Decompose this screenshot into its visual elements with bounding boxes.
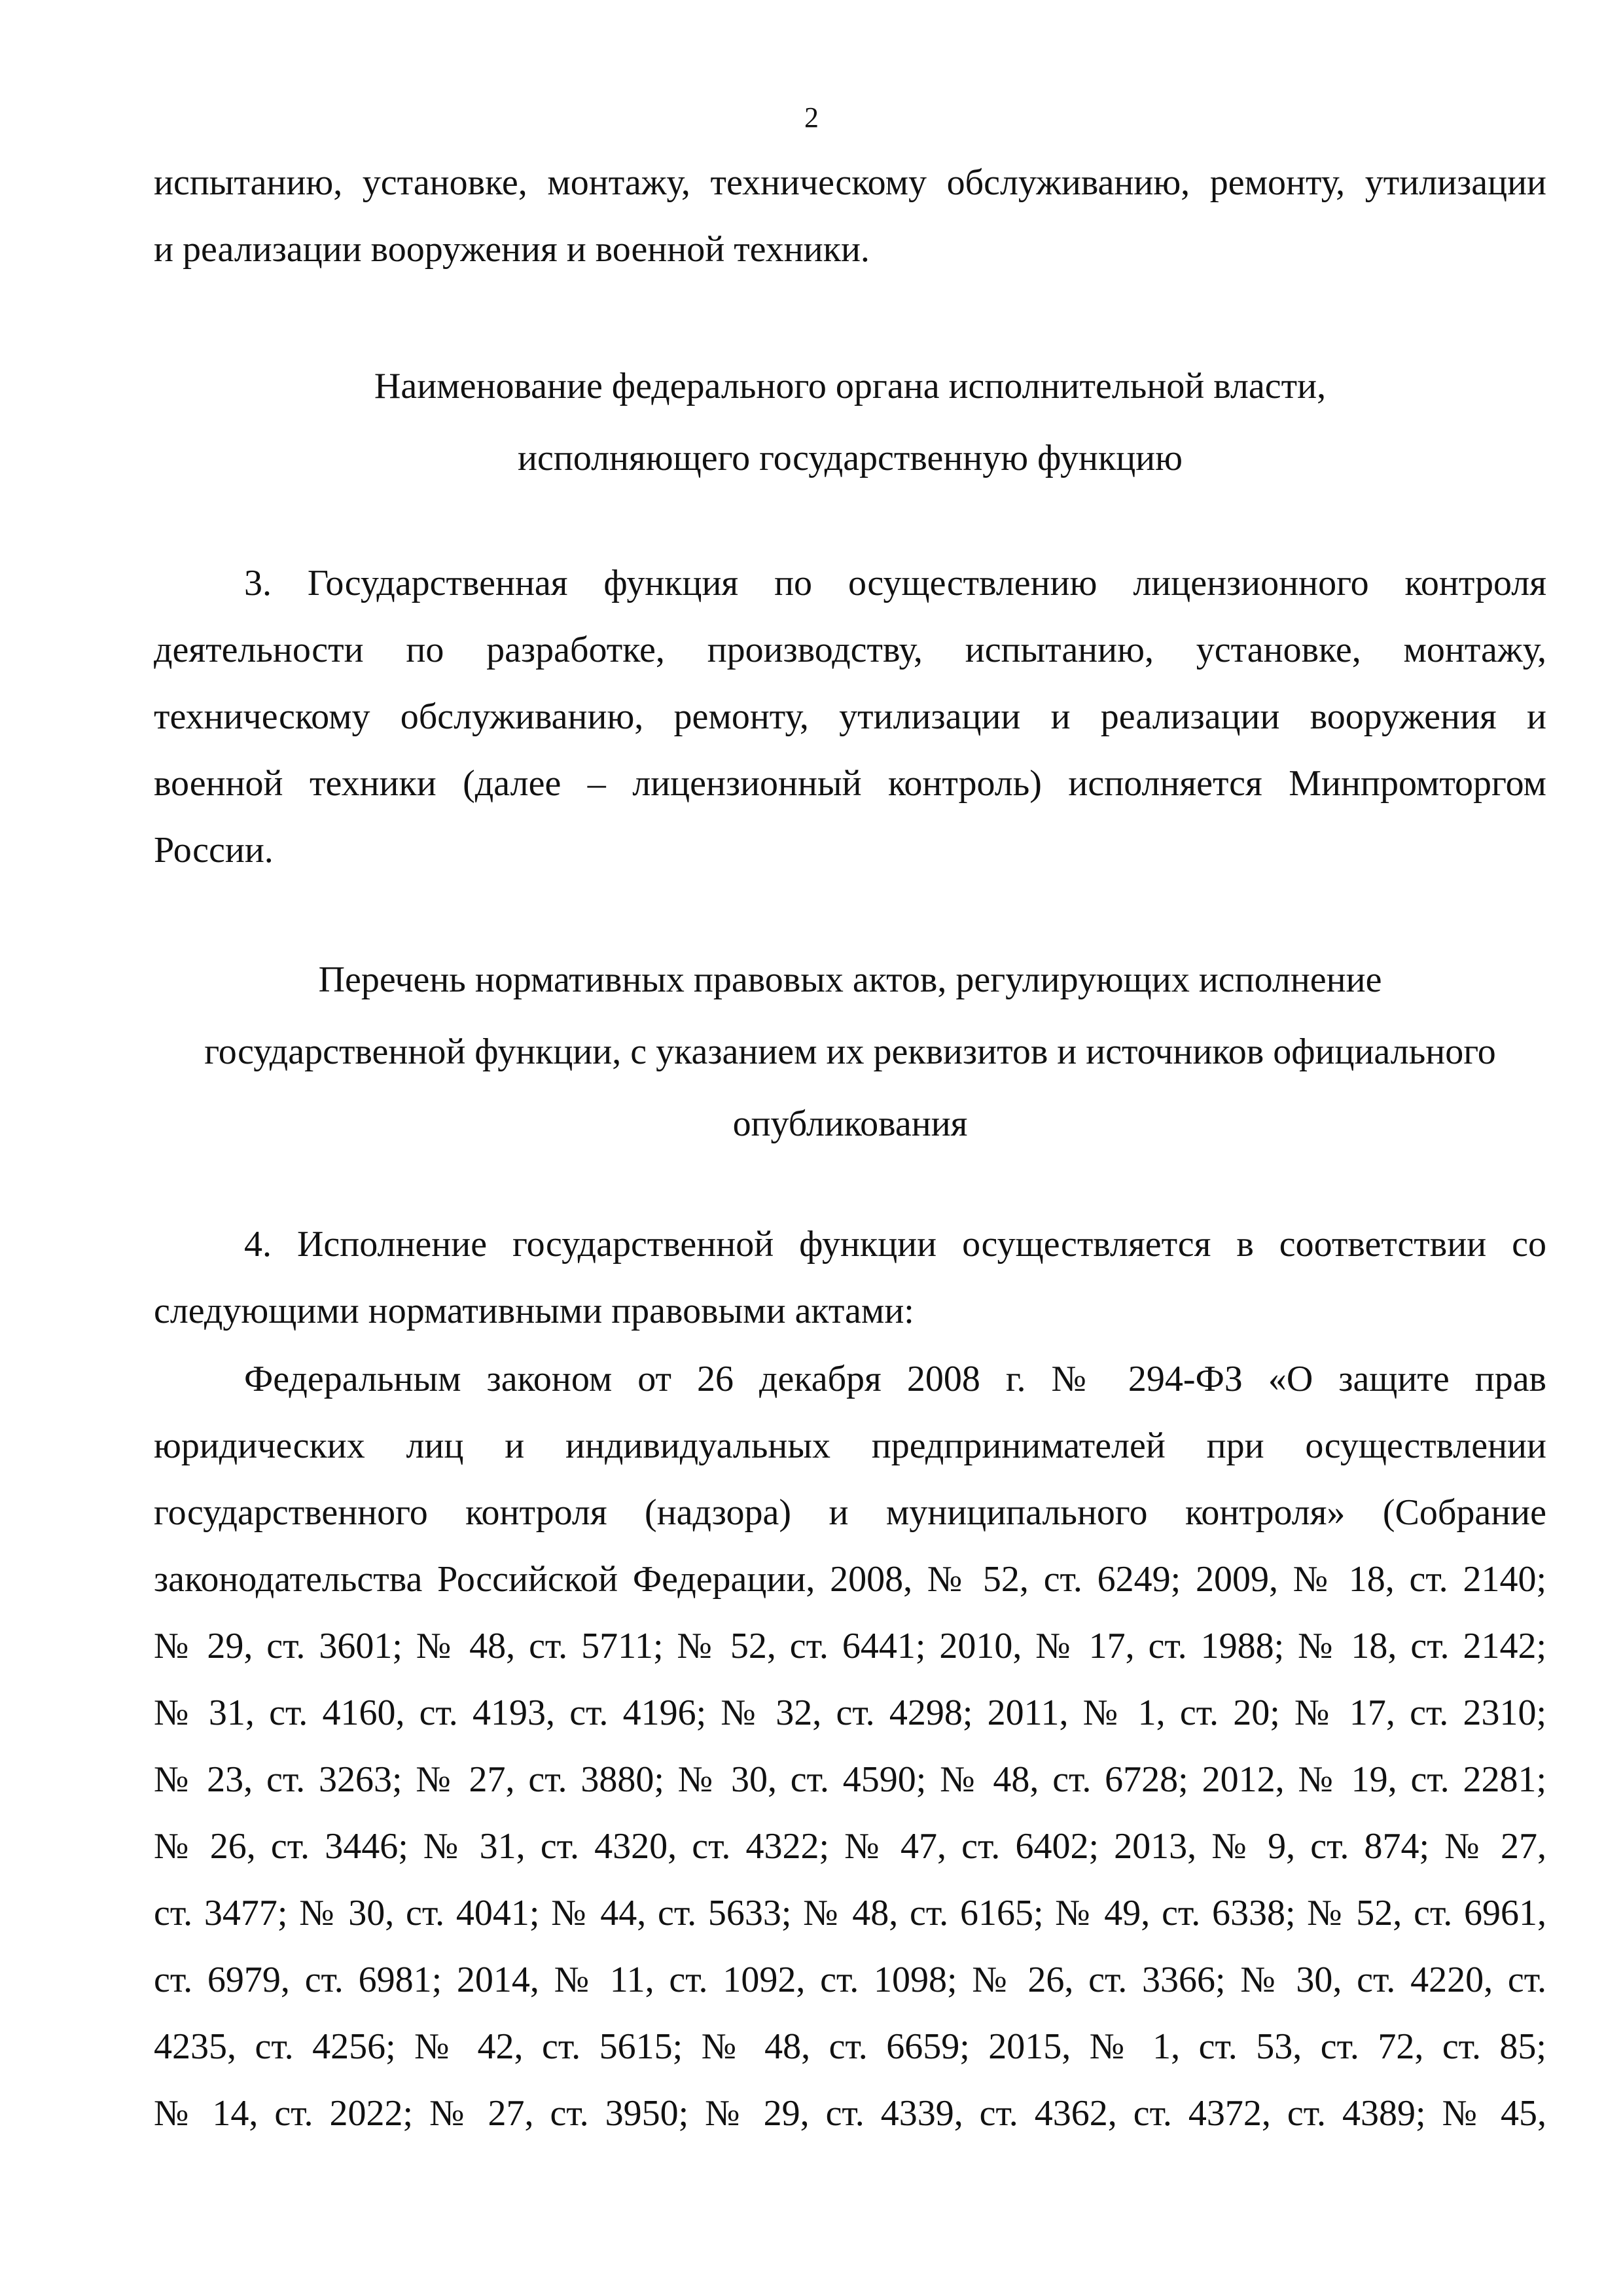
paragraph-line: юридических лиц и индивидуальных предпринимателей при осуществлении <box>154 1426 1546 1466</box>
paragraph-line: № 29, ст. 3601; № 48, ст. 5711; № 52, ст. 6441; 2010, № 17, ст. 1988; № 18, ст. 2142; <box>154 1626 1546 1666</box>
paragraph-federal-law <box>154 1346 1546 2147</box>
heading-line: опубликования <box>732 1103 968 1144</box>
paragraph-line: государственного контроля (надзора) и муниципального контроля» (Собрание <box>154 1492 1546 1533</box>
paragraph-3 <box>154 550 1546 884</box>
intro-paragraph <box>154 149 1546 283</box>
paragraph-line: 3. Государственная функция по осуществлению лицензионного контроля <box>244 563 1546 603</box>
paragraph-line: деятельности по разработке, производству, испытанию, установке, монтажу, <box>154 630 1546 670</box>
paragraph-line: Федеральным законом от 26 декабря 2008 г. № 294-ФЗ «О защите прав <box>244 1359 1546 1399</box>
paragraph-line: № 14, ст. 2022; № 27, ст. 3950; № 29, ст. 4339, ст. 4362, ст. 4372, ст. 4389; № 45, <box>154 2093 1546 2134</box>
heading-line: исполняющего государственную функцию <box>518 438 1183 478</box>
heading-line: государственной функции, с указанием их реквизитов и источников официального <box>204 1031 1496 1072</box>
intro-line: и реализации вооружения и военной техники. <box>154 229 870 270</box>
paragraph-line: техническому обслуживанию, ремонту, утилизации и реализации вооружения и <box>154 696 1546 737</box>
paragraph-line: № 23, ст. 3263; № 27, ст. 3880; № 30, ст. 4590; № 48, ст. 6728; 2012, № 19, ст. 2281; <box>154 1759 1546 1800</box>
page-number: 2 <box>804 101 819 134</box>
paragraph-line: ст. 6979, ст. 6981; 2014, № 11, ст. 1092, ст. 1098; № 26, ст. 3366; № 30, ст. 4220, ст. <box>154 1960 1546 2000</box>
paragraph-line: № 26, ст. 3446; № 31, ст. 4320, ст. 4322; № 47, ст. 6402; 2013, № 9, ст. 874; № 27, <box>154 1826 1546 1867</box>
intro-line: испытанию, установке, монтажу, техническому обслуживанию, ремонту, утилизации <box>154 162 1546 203</box>
paragraph-line: законодательства Российской Федерации, 2008, № 52, ст. 6249; 2009, № 18, ст. 2140; <box>154 1559 1546 1600</box>
paragraph-line: России. <box>154 830 274 870</box>
paragraph-line: № 31, ст. 4160, ст. 4193, ст. 4196; № 32, ст. 4298; 2011, № 1, ст. 20; № 17, ст. 2310; <box>154 1693 1546 1733</box>
heading-line: Наименование федерального органа исполнительной власти, <box>374 366 1327 406</box>
paragraph-4 <box>154 1211 1546 1344</box>
paragraph-line: военной техники (далее – лицензионный контроль) исполняется Минпромторгом <box>154 763 1546 804</box>
section-heading-authority <box>154 350 1546 494</box>
paragraph-line: следующими нормативными правовыми актами: <box>154 1291 914 1331</box>
paragraph-line: 4235, ст. 4256; № 42, ст. 5615; № 48, ст. 6659; 2015, № 1, ст. 53, ст. 72, ст. 85; <box>154 2026 1546 2067</box>
paragraph-line: 4. Исполнение государственной функции осуществляется в соответствии со <box>244 1224 1546 1265</box>
section-heading-legal-acts <box>154 944 1546 1160</box>
paragraph-line: ст. 3477; № 30, ст. 4041; № 44, ст. 5633; № 48, ст. 6165; № 49, ст. 6338; № 52, ст. 6961, <box>154 1893 1546 1933</box>
heading-line: Перечень нормативных правовых актов, регулирующих исполнение <box>318 960 1382 1000</box>
